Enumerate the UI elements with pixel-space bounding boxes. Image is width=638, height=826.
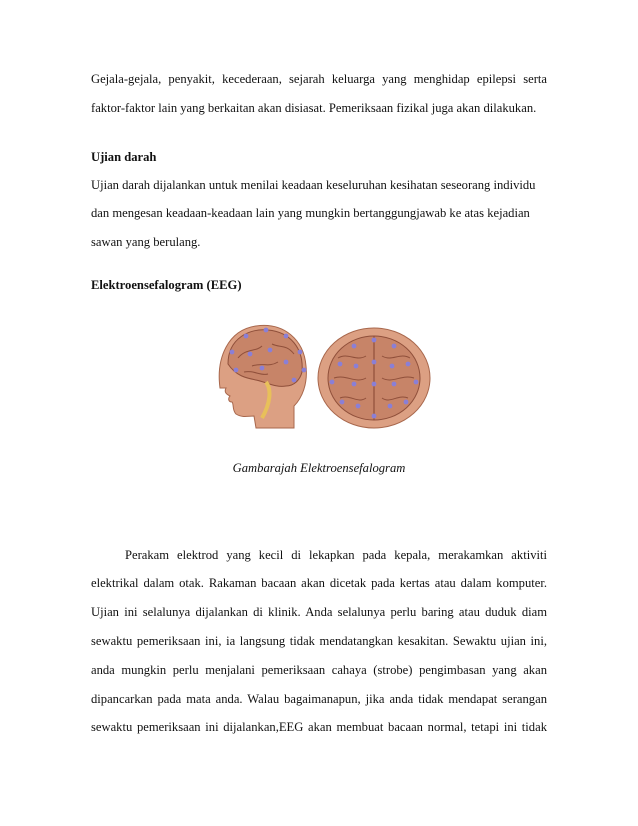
eeg-figure [206, 318, 436, 432]
blood-line3: sawan yang berulang. [91, 235, 201, 249]
heading-ujian-darah: Ujian darah [91, 150, 157, 164]
eeg-illustration [206, 318, 436, 432]
blood-line1: Ujian darah dijalankan untuk menilai keadaan keseluruhan kesihatan seseorang individu [91, 178, 536, 192]
paragraph2-line3: Ujian ini selalunya dijalankan di klinik. Anda selalunya perlu baring atau duduk diam [91, 605, 547, 619]
blood-line2: dan mengesan keadaan-keadaan lain yang mungkin bertanggungjawab ke atas kejadian [91, 206, 530, 220]
figure-caption: Gambarajah Elektroensefalogram [232, 461, 406, 475]
paragraph2-line5: anda mungkin perlu menjalani pemeriksaan cahaya (strobe) pengimbasan yang akan [91, 663, 547, 677]
heading-eeg: Elektroensefalogram (EEG) [91, 278, 242, 292]
paragraph2-line1: Perakam elektrod yang kecil di lekapkan pada kepala, merakamkan aktiviti [125, 548, 547, 562]
paragraph2-line6: dipancarkan pada mata anda. Walau bagaimanapun, jika anda tidak mendapat serangan [91, 692, 547, 706]
paragraph1-line2: faktor-faktor lain yang berkaitan akan disiasat. Pemeriksaan fizikal juga akan dilakukan. [91, 101, 537, 115]
paragraph2-line2: elektrikal dalam otak. Rakaman bacaan akan dicetak pada kertas atau dalam komputer. [91, 576, 547, 590]
paragraph2-line7: sewaktu pemeriksaan ini dijalankan,EEG akan membuat bacaan normal, tetapi ini tidak [91, 720, 547, 734]
paragraph1-line1: Gejala-gejala, penyakit, kecederaan, sejarah keluarga yang menghidap epilepsi serta [91, 72, 547, 86]
head-side-view-icon [219, 325, 306, 428]
head-top-view-icon [318, 328, 430, 428]
paragraph2-line4: sewaktu pemeriksaan ini, ia langsung tidak mendatangkan kesakitan. Sewaktu ujian ini, [91, 634, 547, 648]
